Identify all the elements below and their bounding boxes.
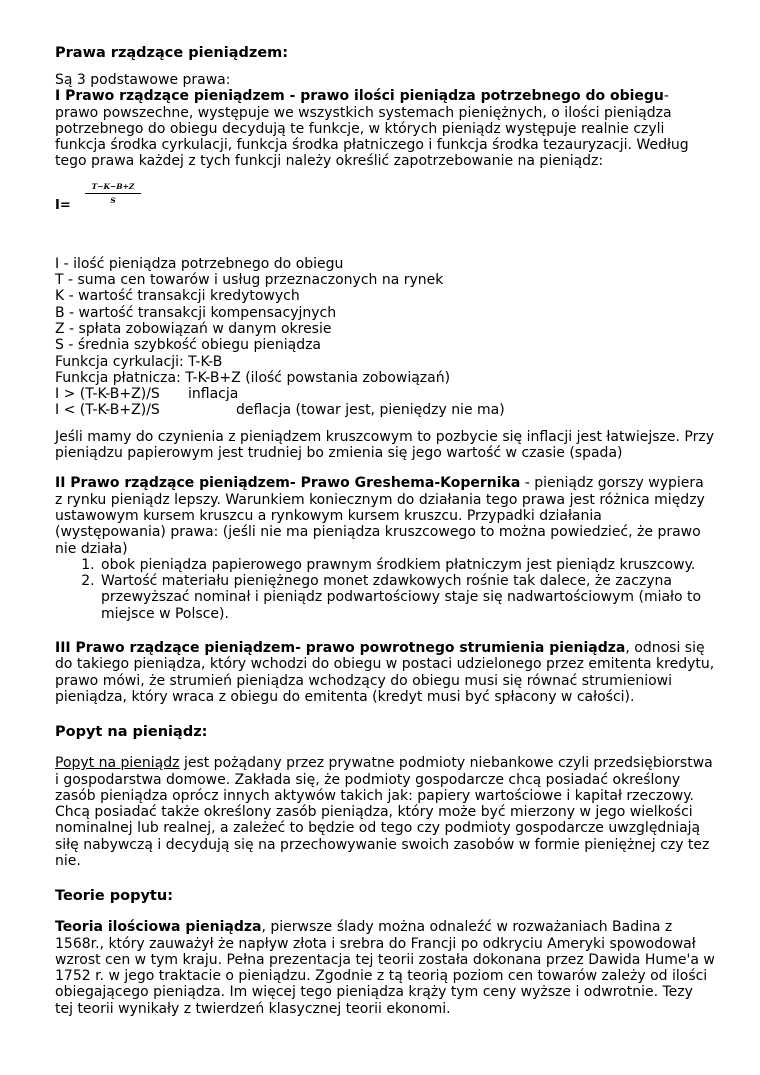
inflation-label: inflacja bbox=[188, 386, 239, 403]
law2-case-item: 2. Wartość materiału pieniężnego monet zdawkowych rośnie tak dalece, że zaczyna przewyższać nominał i pieniądz podwartościowy staje się nadwartościowym (miało to miejsce w Polsce). bbox=[99, 573, 715, 622]
inflation-line bbox=[55, 386, 715, 402]
formula-denominator: S bbox=[110, 195, 116, 205]
inflation-note: Jeśli mamy do czynienia z pieniądzem kruszcowym to pozbycie się inflacji jest łatwiejsze. Przy pieniądzu papierowym jest trudniej bo zmienia się jego wartość w czasie (spada) bbox=[55, 428, 715, 462]
law3-text: , odnosi się do takiego pieniądza, który wchodzi do obiegu w postaci udzielonego przez emitenta kredytu, prawo mówi, że strumień pieniądza wchodzący do obiegu musi się równać strumieniowi pieniądza, który wraca z obiegu do emitenta (kredyt musi być spłacony w całości). bbox=[55, 640, 715, 705]
deflation-line bbox=[55, 402, 715, 418]
formula-fraction bbox=[85, 182, 141, 205]
law1-text: - prawo powszechne, występuje we wszystkich systemach pieniężnych, o ilości pieniądza potrzebnego do obiegu decydują te funkcje, w których pieniądz występuje realnie czyli funkcja środka cyrkulacji, funkcja środka płatniczego i funkcja środka tezauryzacji. Według tego prawa każdej z tych funkcji należy określić zapotrzebowanie na pieniądz: bbox=[55, 88, 689, 170]
law1-title: I Prawo rządzące pieniądzem - prawo ilości pieniądza potrzebnego do obiegu bbox=[55, 88, 664, 105]
definition-line: Funkcja płatnicza: T-K-B+Z (ilość powstania zobowiązań) bbox=[55, 369, 451, 386]
law3-title: III Prawo rządzące pieniądzem- prawo powrotnego strumienia pieniądza bbox=[55, 640, 626, 657]
law2-cases-list bbox=[55, 557, 715, 622]
definition-line: K - wartość transakcji kredytowych bbox=[55, 288, 300, 305]
law2-paragraph bbox=[55, 475, 715, 556]
section-heading-demand: Popyt na pieniądz: bbox=[55, 724, 208, 741]
theory-title: Teoria ilościowa pieniądza bbox=[55, 919, 262, 936]
definition-line: I - ilość pieniądza potrzebnego do obiegu bbox=[55, 255, 344, 272]
definition-line: S - średnia szybkość obiegu pieniądza bbox=[55, 337, 322, 354]
formula-numerator: T−K−B+Z bbox=[85, 182, 141, 194]
law2-case-item: 1. obok pieniądza papierowego prawnym środkiem płatniczym jest pieniądz kruszcowy. bbox=[99, 557, 715, 573]
theory-text: , pierwsze ślady można odnaleźć w rozważaniach Badina z 1568r., który zauważył że napływ złota i srebra do Francji po odkryciu Ameryki spowodował wzrost cen w tym kraju. Pełna prezentacja tej teorii została dokonana przez Dawida Hume'a w 1752 r. w jego traktacie o pieniądzu. Zgodnie z tą teorią poziom cen towarów zależy od ilości obiegającego pieniądza. Im więcej tego pieniądza krąży tym ceny wyższe i odwrotnie. Tezy tej teorii wynikały z twierdzeń klasycznej teorii ekonomi. bbox=[55, 919, 715, 1017]
section-heading-theories: Teorie popytu: bbox=[55, 888, 173, 905]
deflation-condition: I < (T-K-B+Z)/S bbox=[55, 402, 160, 419]
law1-paragraph bbox=[55, 88, 715, 169]
section-heading-laws: Prawa rządzące pieniądzem: bbox=[55, 45, 289, 61]
law3-paragraph bbox=[55, 640, 715, 705]
quantity-formula bbox=[55, 182, 715, 224]
document-page bbox=[55, 44, 715, 1017]
definition-line: Z - spłata zobowiązań w danym okresie bbox=[55, 320, 332, 337]
inflation-condition: I > (T-K-B+Z)/S bbox=[55, 386, 160, 403]
demand-term: Popyt na pieniądz bbox=[55, 755, 180, 772]
law2-text: - pieniądz gorszy wypiera z rynku pieniądz lepszy. Warunkiem koniecznym do działania tego prawa jest różnica między ustawowym kursem kruszcu a rynkowym kursem kruszcu. Przypadki działania (występowania) prawa: (jeśli nie ma pieniądza kruszcowego to można powiedzieć, że prawo nie działa) bbox=[55, 475, 705, 557]
theory-paragraph bbox=[55, 919, 715, 1017]
intro-text: Są 3 podstawowe prawa: bbox=[55, 72, 231, 88]
definition-line: Funkcja cyrkulacji: T-K-B bbox=[55, 353, 223, 370]
definitions-list bbox=[55, 256, 715, 419]
deflation-label: deflacja (towar jest, pieniędzy nie ma) bbox=[236, 402, 505, 419]
law2-title: II Prawo rządzące pieniądzem- Prawo Greshema-Kopernika bbox=[55, 475, 521, 492]
demand-paragraph bbox=[55, 755, 715, 869]
demand-text: jest pożądany przez prywatne podmioty niebankowe czyli przedsiębiorstwa i gospodarstwa domowe. Zakłada się, że podmioty gospodarcze chcą posiadać określony zasób pieniądza oprócz innych aktywów takich jak: papiery wartościowe i kapitał rzeczowy. Chcą posiadać także określony zasób pieniądza, który może być mierzony w jego wielkości nominalnej lub realnej, a zależeć to będzie od tego czy podmioty gospodarcze uwzględniają siłę nabywczą i decydują się na przechowywanie swoich zasobów w formie pieniężnej czy tez nie. bbox=[55, 755, 713, 869]
definition-line: B - wartość transakcji kompensacyjnych bbox=[55, 304, 337, 321]
formula-lhs: I= bbox=[55, 197, 71, 213]
definition-line: T - suma cen towarów i usług przeznaczonych na rynek bbox=[55, 272, 444, 289]
